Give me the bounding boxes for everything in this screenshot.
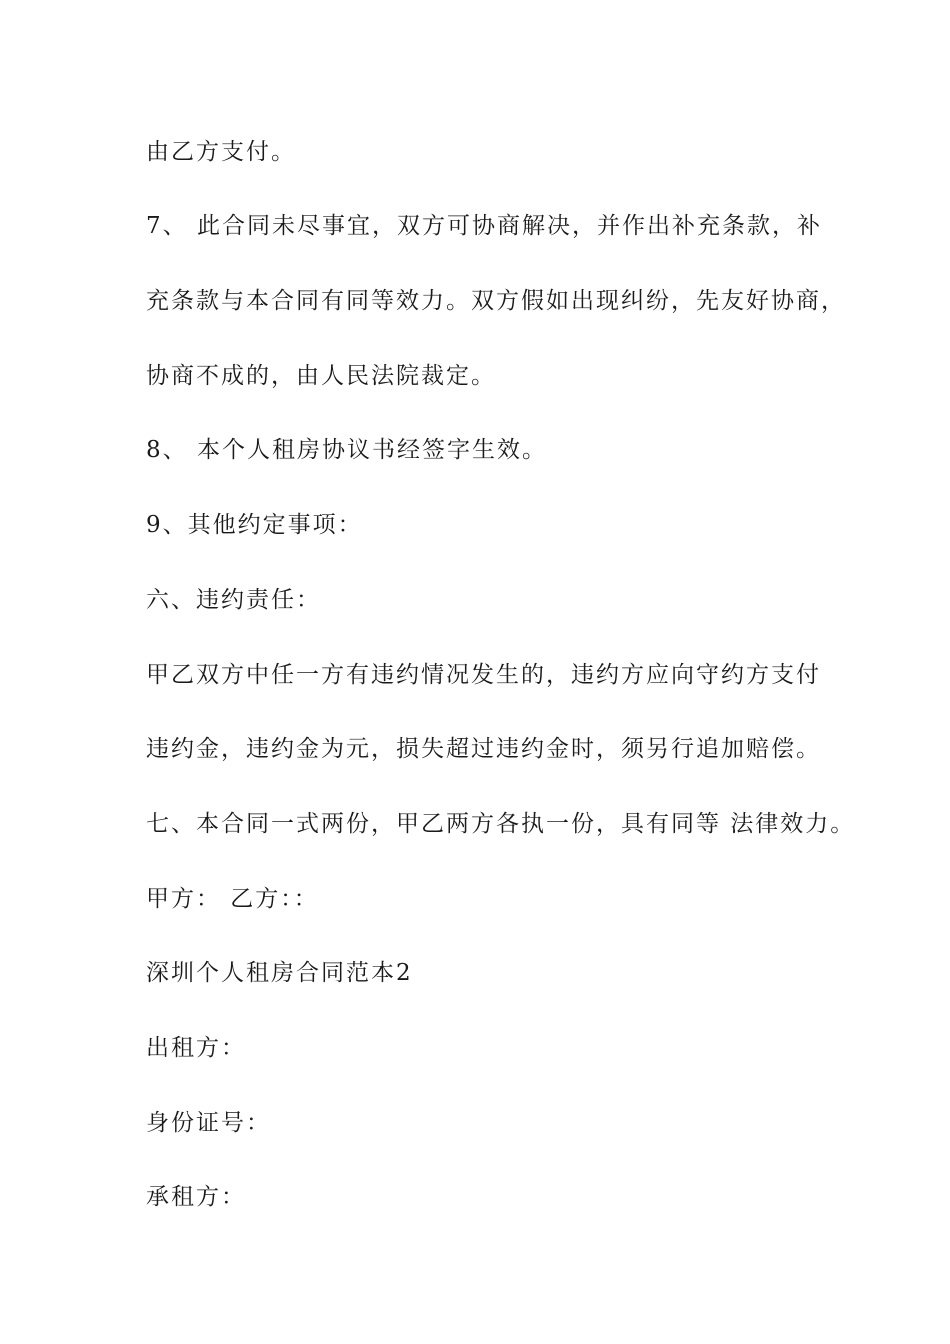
field-label-id-number: 身份证号： xyxy=(146,1110,271,1136)
text-line: 七、本合同一式两份，甲乙两方各执一份，具有同等 法律效力。 xyxy=(146,811,856,837)
text-line: 甲乙双方中任一方有违约情况发生的，违约方应向守约方支付 xyxy=(146,662,821,688)
field-label-lessor: 出租方： xyxy=(146,1035,246,1061)
text-line: 9、其他约定事项： xyxy=(146,512,363,538)
field-label-lessee: 承租方： xyxy=(146,1184,246,1210)
document-title: 深圳个人租房合同范本2 xyxy=(146,960,413,986)
section-heading: 六、违约责任： xyxy=(146,587,321,613)
text-line: 协商不成的，由人民法院裁定。 xyxy=(146,363,496,389)
text-line: 充条款与本合同有同等效力。双方假如出现纠纷，先友好协商， xyxy=(146,288,846,314)
text-line: 由乙方支付。 xyxy=(146,139,296,165)
text-line: 8、 本个人租房协议书经签字生效。 xyxy=(146,437,547,463)
text-line: 违约金，违约金为元，损失超过违约金时，须另行追加赔偿。 xyxy=(146,736,821,762)
signature-line: 甲方： 乙方：： xyxy=(146,886,319,912)
text-line: 7、 此合同未尽事宜，双方可协商解决，并作出补充条款，补 xyxy=(146,213,822,239)
